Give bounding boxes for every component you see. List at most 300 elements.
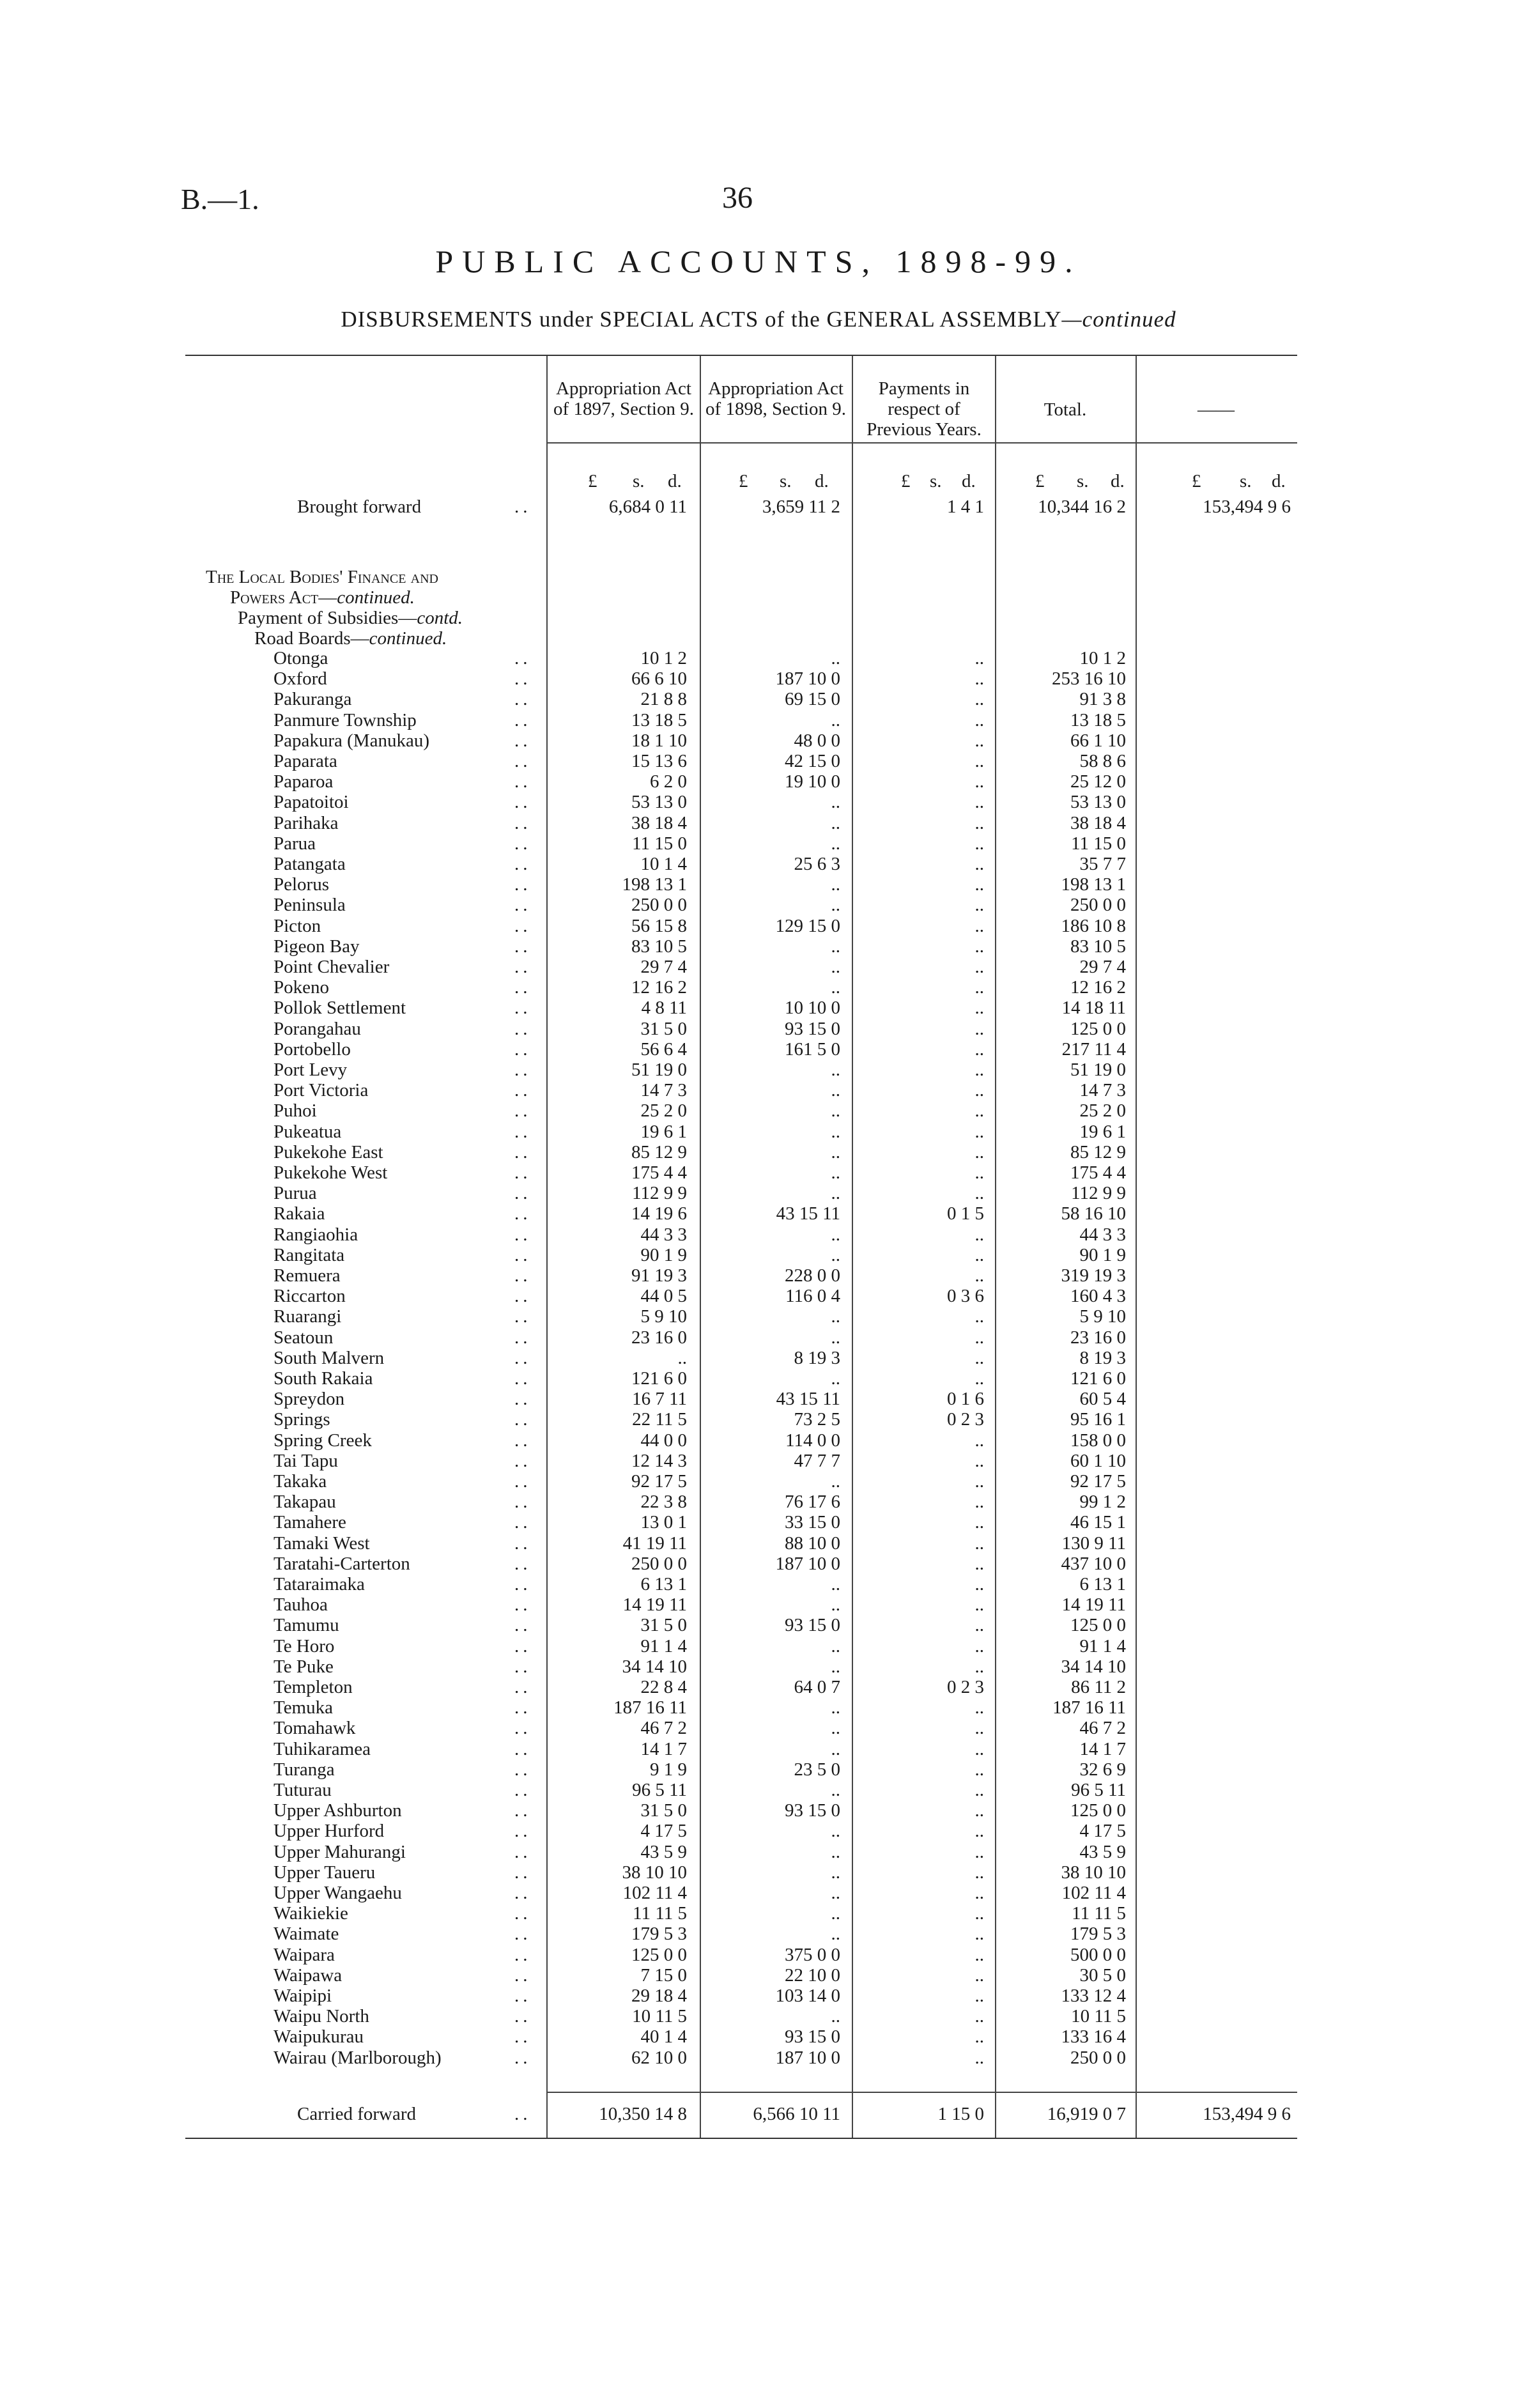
amount-total: 43 5 9 bbox=[1079, 1842, 1126, 1862]
amount-previous-years: .. bbox=[974, 854, 984, 874]
road-board-name: Tataraimaka bbox=[273, 1574, 365, 1594]
amount-total: 112 9 9 bbox=[1071, 1183, 1126, 1203]
amount-previous-years: .. bbox=[974, 1512, 984, 1532]
amount-previous-years: .. bbox=[974, 1821, 984, 1841]
amount-previous-years: .. bbox=[974, 813, 984, 833]
amount-1898: 375 0 0 bbox=[785, 1945, 840, 1965]
road-board-name: Pakuranga bbox=[273, 689, 352, 709]
unit-shilling: s. bbox=[930, 471, 942, 491]
leader-dots: .. bbox=[514, 1512, 532, 1532]
leader-dots: .. bbox=[514, 2048, 532, 2068]
amount-previous-years: .. bbox=[974, 1759, 984, 1780]
road-board-name: Remuera bbox=[273, 1265, 341, 1286]
road-board-name: Pelorus bbox=[273, 874, 329, 895]
amount-previous-years: .. bbox=[974, 2006, 984, 2026]
amount-total: 96 5 11 bbox=[1071, 1780, 1126, 1800]
amount-total: 6 13 1 bbox=[1079, 1574, 1126, 1594]
amount-1898: 19 10 0 bbox=[785, 771, 840, 792]
amount-1897: 41 19 11 bbox=[622, 1533, 687, 1554]
road-board-name: Upper Wangaehu bbox=[273, 1883, 402, 1903]
leader-dots: .. bbox=[514, 874, 532, 895]
amount-1897: 6 2 0 bbox=[650, 771, 687, 792]
road-board-name: Porangahau bbox=[273, 1019, 361, 1039]
road-board-name: Oxford bbox=[273, 668, 327, 689]
road-board-name: Waipara bbox=[273, 1945, 335, 1965]
amount-previous-years: .. bbox=[974, 710, 984, 730]
amount-previous-years: .. bbox=[974, 1060, 984, 1080]
leader-dots: .. bbox=[514, 1842, 532, 1862]
amount-total: 25 2 0 bbox=[1079, 1100, 1126, 1121]
road-board-name: Tomahawk bbox=[273, 1718, 356, 1738]
amount-total: 102 11 4 bbox=[1061, 1883, 1126, 1903]
amount-1898: 42 15 0 bbox=[785, 751, 840, 771]
amount-total: 217 11 4 bbox=[1061, 1039, 1126, 1060]
amount-previous-years: .. bbox=[974, 1245, 984, 1265]
amount-previous-years: .. bbox=[974, 977, 984, 998]
amount-1898: 187 10 0 bbox=[775, 668, 840, 689]
amount-total: 158 0 0 bbox=[1070, 1430, 1126, 1451]
section-heading-continued: continued. bbox=[337, 587, 415, 608]
amount-previous-years: .. bbox=[974, 1142, 984, 1162]
amount-1897: 250 0 0 bbox=[631, 895, 687, 915]
amount-previous-years: .. bbox=[974, 1183, 984, 1203]
amount-previous-years: .. bbox=[974, 1965, 984, 1986]
leader-dots: .. bbox=[514, 916, 532, 936]
amount-total: 160 4 3 bbox=[1070, 1286, 1126, 1306]
amount-total: 13 18 5 bbox=[1070, 710, 1126, 730]
amount-1898: .. bbox=[831, 1636, 840, 1656]
road-board-name: Parihaka bbox=[273, 813, 339, 833]
amount-1897: 14 1 7 bbox=[640, 1739, 687, 1759]
amount-total: 25 12 0 bbox=[1070, 771, 1126, 792]
amount-previous-years: .. bbox=[974, 1080, 984, 1100]
road-board-name: Pukekohe West bbox=[273, 1162, 388, 1183]
leader-dots: .. bbox=[514, 1883, 532, 1903]
amount-1897: 7 15 0 bbox=[640, 1965, 687, 1986]
amount-total: 51 19 0 bbox=[1070, 1060, 1126, 1080]
amount-1898: .. bbox=[831, 1224, 840, 1245]
road-board-name: Papatoitoi bbox=[273, 792, 349, 812]
carried-forward-previous: 1 15 0 bbox=[937, 2104, 984, 2124]
brought-forward-1898: 3,659 11 2 bbox=[762, 497, 840, 517]
column-rule bbox=[852, 356, 853, 2138]
amount-1898: .. bbox=[831, 792, 840, 812]
amount-total: 10 11 5 bbox=[1071, 2006, 1126, 2026]
leader-dots: .. bbox=[514, 497, 532, 517]
amount-1898: 8 19 3 bbox=[794, 1348, 840, 1368]
leader-dots: .. bbox=[514, 1903, 532, 1924]
amount-previous-years: .. bbox=[974, 2048, 984, 2068]
amount-1898: .. bbox=[831, 1862, 840, 1883]
unit-pence: d. bbox=[1272, 471, 1286, 491]
amount-previous-years: .. bbox=[974, 874, 984, 895]
amount-total: 95 16 1 bbox=[1070, 1409, 1126, 1430]
leader-dots: .. bbox=[514, 2026, 532, 2047]
leader-dots: .. bbox=[514, 895, 532, 915]
amount-1898: .. bbox=[831, 1883, 840, 1903]
amount-1897: 31 5 0 bbox=[640, 1800, 687, 1821]
unit-pence: d. bbox=[815, 471, 829, 491]
amount-total: 187 16 11 bbox=[1052, 1697, 1126, 1718]
amount-previous-years: .. bbox=[974, 1656, 984, 1677]
leader-dots: .. bbox=[514, 1348, 532, 1368]
section-heading-act: Powers Act— bbox=[230, 587, 337, 608]
amount-previous-years: .. bbox=[974, 833, 984, 854]
leader-dots: .. bbox=[514, 1430, 532, 1451]
amount-1897: 10 1 4 bbox=[640, 854, 687, 874]
road-board-name: Spring Creek bbox=[273, 1430, 372, 1451]
road-board-name: Takaka bbox=[273, 1471, 327, 1492]
amount-1897: 29 7 4 bbox=[640, 957, 687, 977]
leader-dots: .. bbox=[514, 1945, 532, 1965]
amount-total: 125 0 0 bbox=[1070, 1615, 1126, 1635]
leader-dots: .. bbox=[514, 936, 532, 957]
amount-total: 23 16 0 bbox=[1070, 1327, 1126, 1348]
amount-1898: .. bbox=[831, 648, 840, 668]
road-board-name: Temuka bbox=[273, 1697, 333, 1718]
leader-dots: .. bbox=[514, 1718, 532, 1738]
road-board-name: Upper Hurford bbox=[273, 1821, 385, 1841]
road-board-name: Tauhoa bbox=[273, 1594, 328, 1615]
amount-1897: 175 4 4 bbox=[631, 1162, 687, 1183]
road-board-name: Pigeon Bay bbox=[273, 936, 360, 957]
amount-previous-years: .. bbox=[974, 771, 984, 792]
road-board-name: Parua bbox=[273, 833, 316, 854]
amount-previous-years: .. bbox=[974, 936, 984, 957]
amount-previous-years: 0 1 5 bbox=[947, 1203, 984, 1224]
road-board-name: Waipu North bbox=[273, 2006, 369, 2026]
road-board-name: Waimate bbox=[273, 1924, 339, 1944]
amount-1897: 250 0 0 bbox=[631, 1554, 687, 1574]
amount-1898: 187 10 0 bbox=[775, 1554, 840, 1574]
amount-1897: 19 6 1 bbox=[640, 1122, 687, 1142]
amount-1898: .. bbox=[831, 1306, 840, 1327]
amount-total: 179 5 3 bbox=[1070, 1924, 1126, 1944]
leader-dots: .. bbox=[514, 1656, 532, 1677]
road-board-name: Rangitata bbox=[273, 1245, 345, 1265]
amount-previous-years: .. bbox=[974, 1574, 984, 1594]
road-board-name: Springs bbox=[273, 1409, 330, 1430]
column-rule bbox=[995, 356, 996, 2138]
amount-1897: 121 6 0 bbox=[631, 1368, 687, 1389]
amount-total: 253 16 10 bbox=[1052, 668, 1126, 689]
carried-forward-total: 16,919 0 7 bbox=[1047, 2104, 1126, 2124]
road-board-name: Port Victoria bbox=[273, 1080, 369, 1100]
amount-1897: 4 17 5 bbox=[640, 1821, 687, 1841]
amount-1898: 76 17 6 bbox=[785, 1492, 840, 1512]
road-board-name: Paparata bbox=[273, 751, 337, 771]
leader-dots: .. bbox=[514, 792, 532, 812]
column-rule bbox=[1136, 356, 1137, 2138]
road-board-name: Tuhikaramea bbox=[273, 1739, 371, 1759]
road-board-name: Te Horo bbox=[273, 1636, 335, 1656]
leader-dots: .. bbox=[514, 648, 532, 668]
amount-1898: 10 10 0 bbox=[785, 998, 840, 1018]
amount-total: 130 9 11 bbox=[1061, 1533, 1126, 1554]
amount-1898: .. bbox=[831, 1656, 840, 1677]
amount-total: 175 4 4 bbox=[1070, 1162, 1126, 1183]
category-heading-text: Road Boards— bbox=[254, 628, 369, 649]
amount-1898: 43 15 11 bbox=[776, 1389, 840, 1409]
amount-previous-years: .. bbox=[974, 1100, 984, 1121]
amount-1897: 102 11 4 bbox=[622, 1883, 687, 1903]
amount-total: 14 19 11 bbox=[1061, 1594, 1126, 1615]
amount-1898: 114 0 0 bbox=[785, 1430, 840, 1451]
amount-1897: 38 10 10 bbox=[622, 1862, 687, 1883]
amount-1897: 112 9 9 bbox=[632, 1183, 687, 1203]
amount-total: 5 9 10 bbox=[1079, 1306, 1126, 1327]
amount-1897: 4 8 11 bbox=[641, 998, 687, 1018]
road-board-name: Picton bbox=[273, 916, 321, 936]
amount-1898: 43 15 11 bbox=[776, 1203, 840, 1224]
road-board-name: Peninsula bbox=[273, 895, 346, 915]
amount-1897: 46 7 2 bbox=[640, 1718, 687, 1738]
amount-total: 11 11 5 bbox=[1072, 1903, 1126, 1924]
amount-previous-years: .. bbox=[974, 751, 984, 771]
amount-1898: .. bbox=[831, 1903, 840, 1924]
amount-1898: 116 0 4 bbox=[785, 1286, 840, 1306]
amount-1898: 187 10 0 bbox=[775, 2048, 840, 2068]
amount-1898: .. bbox=[831, 1142, 840, 1162]
leader-dots: .. bbox=[514, 1224, 532, 1245]
road-board-name: Waipipi bbox=[273, 1986, 332, 2006]
amount-previous-years: .. bbox=[974, 1924, 984, 1944]
amount-total: 85 12 9 bbox=[1070, 1142, 1126, 1162]
total-rule bbox=[546, 2092, 1297, 2093]
amount-total: 58 8 6 bbox=[1079, 751, 1126, 771]
page-number: 36 bbox=[722, 181, 753, 215]
column-header-extra: —— bbox=[1197, 399, 1235, 420]
amount-1898: .. bbox=[831, 710, 840, 730]
amount-1897: 31 5 0 bbox=[640, 1019, 687, 1039]
amount-1898: .. bbox=[831, 833, 840, 854]
road-board-name: Tai Tapu bbox=[273, 1451, 338, 1471]
column-header-total: Total. bbox=[1043, 399, 1087, 420]
carried-forward-1897: 10,350 14 8 bbox=[599, 2104, 687, 2124]
brought-forward-label: Brought forward bbox=[297, 497, 422, 517]
amount-1897: 96 5 11 bbox=[632, 1780, 687, 1800]
amount-total: 60 1 10 bbox=[1070, 1451, 1126, 1471]
amount-total: 66 1 10 bbox=[1070, 730, 1126, 751]
road-board-name: Ruarangi bbox=[273, 1306, 342, 1327]
amount-1897: 38 18 4 bbox=[631, 813, 687, 833]
amount-1898: 33 15 0 bbox=[785, 1512, 840, 1532]
amount-total: 198 13 1 bbox=[1061, 874, 1126, 895]
road-board-name: Upper Mahurangi bbox=[273, 1842, 406, 1862]
amount-previous-years: 0 2 3 bbox=[947, 1409, 984, 1430]
amount-1898: 23 5 0 bbox=[794, 1759, 840, 1780]
amount-previous-years: .. bbox=[974, 1800, 984, 1821]
amount-previous-years: .. bbox=[974, 1615, 984, 1635]
unit-pound: £ bbox=[901, 471, 911, 491]
amount-previous-years: .. bbox=[974, 1862, 984, 1883]
amount-1898: .. bbox=[831, 1821, 840, 1841]
leader-dots: .. bbox=[514, 689, 532, 709]
brought-forward-1897: 6,684 0 11 bbox=[608, 497, 687, 517]
amount-total: 19 6 1 bbox=[1079, 1122, 1126, 1142]
amount-total: 34 14 10 bbox=[1061, 1656, 1126, 1677]
leader-dots: .. bbox=[514, 1409, 532, 1430]
amount-previous-years: .. bbox=[974, 1471, 984, 1492]
amount-1897: 14 7 3 bbox=[640, 1080, 687, 1100]
amount-total: 46 15 1 bbox=[1070, 1512, 1126, 1532]
leader-dots: .. bbox=[514, 1533, 532, 1554]
road-board-name: Point Chevalier bbox=[273, 957, 390, 977]
leader-dots: .. bbox=[514, 1451, 532, 1471]
amount-1897: 22 8 4 bbox=[640, 1677, 687, 1697]
amount-previous-years: .. bbox=[974, 1883, 984, 1903]
amount-1898: .. bbox=[831, 2006, 840, 2026]
amount-total: 250 0 0 bbox=[1070, 895, 1126, 915]
amount-previous-years: .. bbox=[974, 1039, 984, 1060]
brought-forward-total: 10,344 16 2 bbox=[1038, 497, 1126, 517]
amount-1897: 92 17 5 bbox=[631, 1471, 687, 1492]
amount-previous-years: .. bbox=[974, 1739, 984, 1759]
column-header-1897: Appropriation Act of 1897, Section 9. bbox=[553, 378, 694, 419]
amount-1898: .. bbox=[831, 1245, 840, 1265]
amount-1897: 85 12 9 bbox=[631, 1142, 687, 1162]
amount-total: 32 6 9 bbox=[1079, 1759, 1126, 1780]
road-board-name: Otonga bbox=[273, 648, 328, 668]
amount-previous-years: .. bbox=[974, 1327, 984, 1348]
amount-total: 133 12 4 bbox=[1061, 1986, 1126, 2006]
amount-total: 53 13 0 bbox=[1070, 792, 1126, 812]
amount-1898: 69 15 0 bbox=[785, 689, 840, 709]
amount-1897: 13 0 1 bbox=[640, 1512, 687, 1532]
amount-total: 11 15 0 bbox=[1071, 833, 1126, 854]
carried-forward-extra: 153,494 9 6 bbox=[1203, 2104, 1291, 2124]
amount-1897: 29 18 4 bbox=[631, 1986, 687, 2006]
amount-1897: 12 16 2 bbox=[631, 977, 687, 998]
leader-dots: .. bbox=[514, 1677, 532, 1697]
road-board-name: Tuturau bbox=[273, 1780, 332, 1800]
amount-1898: 93 15 0 bbox=[785, 2026, 840, 2047]
amount-1897: 6 13 1 bbox=[640, 1574, 687, 1594]
amount-total: 250 0 0 bbox=[1070, 2048, 1126, 2068]
amount-1897: 91 1 4 bbox=[640, 1636, 687, 1656]
leader-dots: .. bbox=[514, 957, 532, 977]
leader-dots: .. bbox=[514, 1162, 532, 1183]
amount-previous-years: .. bbox=[974, 1492, 984, 1512]
amount-1898: 228 0 0 bbox=[785, 1265, 840, 1286]
amount-total: 99 1 2 bbox=[1079, 1492, 1126, 1512]
leader-dots: .. bbox=[514, 1965, 532, 1986]
amount-1897: 11 15 0 bbox=[632, 833, 687, 854]
header-rule bbox=[546, 442, 1297, 444]
amount-previous-years: .. bbox=[974, 1348, 984, 1368]
road-board-name: Pukeatua bbox=[273, 1122, 342, 1142]
leader-dots: .. bbox=[514, 1142, 532, 1162]
unit-pound: £ bbox=[588, 471, 597, 491]
amount-total: 44 3 3 bbox=[1079, 1224, 1126, 1245]
amount-1898: .. bbox=[831, 1368, 840, 1389]
amount-1898: 22 10 0 bbox=[785, 1965, 840, 1986]
carried-forward-label: Carried forward bbox=[297, 2104, 416, 2124]
amount-1897: 53 13 0 bbox=[631, 792, 687, 812]
amount-previous-years: .. bbox=[974, 1533, 984, 1554]
leader-dots: .. bbox=[514, 1039, 532, 1060]
leader-dots: .. bbox=[514, 998, 532, 1018]
amount-1898: .. bbox=[831, 1739, 840, 1759]
amount-1897: 91 19 3 bbox=[631, 1265, 687, 1286]
amount-1897: 51 19 0 bbox=[631, 1060, 687, 1080]
road-board-name: Waipukurau bbox=[273, 2026, 364, 2047]
leader-dots: .. bbox=[514, 833, 532, 854]
leader-dots: .. bbox=[514, 1183, 532, 1203]
leader-dots: .. bbox=[514, 668, 532, 689]
amount-1897: 66 6 10 bbox=[631, 668, 687, 689]
leader-dots: .. bbox=[514, 1019, 532, 1039]
amount-1898: .. bbox=[831, 1060, 840, 1080]
amount-previous-years: 0 1 6 bbox=[947, 1389, 984, 1409]
amount-1898: 48 0 0 bbox=[794, 730, 840, 751]
amount-previous-years: .. bbox=[974, 1697, 984, 1718]
amount-total: 10 1 2 bbox=[1079, 648, 1126, 668]
amount-total: 14 18 11 bbox=[1061, 998, 1126, 1018]
amount-1897: 25 2 0 bbox=[640, 1100, 687, 1121]
leader-dots: .. bbox=[514, 1080, 532, 1100]
unit-shilling: s. bbox=[633, 471, 645, 491]
road-board-name: Waipawa bbox=[273, 1965, 343, 1986]
amount-total: 29 7 4 bbox=[1079, 957, 1126, 977]
amount-1897: 44 3 3 bbox=[640, 1224, 687, 1245]
leader-dots: .. bbox=[514, 1636, 532, 1656]
road-board-name: Paparoa bbox=[273, 771, 334, 792]
road-board-name: Port Levy bbox=[273, 1060, 348, 1080]
section-heading-cont bbox=[230, 587, 415, 608]
road-board-name: Upper Taueru bbox=[273, 1862, 376, 1883]
amount-previous-years: .. bbox=[974, 668, 984, 689]
road-board-name: Tamaki West bbox=[273, 1533, 370, 1554]
leader-dots: .. bbox=[514, 1574, 532, 1594]
road-board-name: Seatoun bbox=[273, 1327, 334, 1348]
leader-dots: .. bbox=[514, 771, 532, 792]
amount-1897: 13 18 5 bbox=[631, 710, 687, 730]
leader-dots: .. bbox=[514, 1986, 532, 2006]
road-board-name: Riccarton bbox=[273, 1286, 346, 1306]
amount-1898: .. bbox=[831, 1327, 840, 1348]
amount-previous-years: .. bbox=[974, 1903, 984, 1924]
unit-shilling: s. bbox=[1240, 471, 1252, 491]
leader-dots: .. bbox=[514, 730, 532, 751]
leader-dots: .. bbox=[514, 1924, 532, 1944]
amount-total: 133 16 4 bbox=[1061, 2026, 1126, 2047]
road-board-name: Rakaia bbox=[273, 1203, 325, 1224]
amount-1898: .. bbox=[831, 895, 840, 915]
page-title: PUBLIC ACCOUNTS, 1898-99. bbox=[435, 243, 1082, 279]
amount-total: 83 10 5 bbox=[1070, 936, 1126, 957]
amount-1897: 15 13 6 bbox=[631, 751, 687, 771]
amount-previous-years: .. bbox=[974, 1945, 984, 1965]
category-heading-continued: continued. bbox=[369, 628, 447, 649]
amount-1898: .. bbox=[831, 813, 840, 833]
road-board-name: Templeton bbox=[273, 1677, 353, 1697]
amount-total: 14 1 7 bbox=[1079, 1739, 1126, 1759]
amount-total: 437 10 0 bbox=[1061, 1554, 1126, 1574]
unit-pence: d. bbox=[962, 471, 976, 491]
category-heading bbox=[254, 628, 447, 649]
road-board-name: Puhoi bbox=[273, 1100, 317, 1121]
amount-1898: .. bbox=[831, 1842, 840, 1862]
amount-previous-years: .. bbox=[974, 792, 984, 812]
amount-total: 35 7 7 bbox=[1079, 854, 1126, 874]
page-subtitle bbox=[0, 307, 1517, 332]
leader-dots: .. bbox=[514, 1368, 532, 1389]
amount-1898: .. bbox=[831, 1574, 840, 1594]
amount-1898: .. bbox=[831, 1718, 840, 1738]
leader-dots: .. bbox=[514, 1100, 532, 1121]
leader-dots: .. bbox=[514, 1697, 532, 1718]
